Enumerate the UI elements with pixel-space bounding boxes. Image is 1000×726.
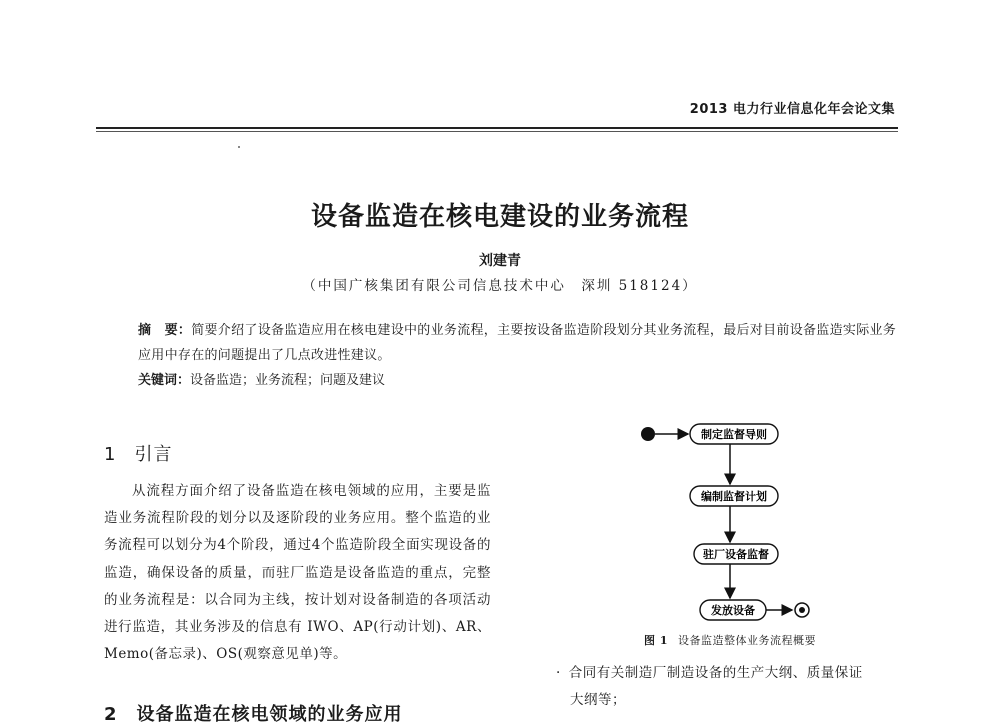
flow-node-1 [690,424,778,444]
abstract-label: 摘 要： [138,323,192,338]
keywords-label: 关键词： [138,373,191,388]
abstract-text: 简要介绍了设备监造应用在核电建设中的业务流程，主要按设备监造阶段划分其业务流程，最后对目前设备监造实际业务应用中存在的问题提出了几点改进性建议。 [138,323,897,363]
abstract [138,318,908,368]
flow-node-2 [690,486,778,506]
end-node-icon [795,603,809,617]
section-1-number: 1 [104,444,117,465]
flow-node-3 [694,544,778,564]
paper-title: 设备监造在核电建设的业务流程 [310,202,689,232]
figure-caption [590,632,870,648]
bullet-line-2: 大纲等； [570,692,626,708]
flow-node-1-label: 制定监督导则 [701,428,767,441]
flow-node-4 [700,600,766,620]
figure-caption-text: 设备监造整体业务流程概要 [677,634,816,647]
section-1-title: 引言 [134,444,173,465]
bullet-line-1: 合同有关制造厂制造设备的生产大纲、质量保证 [568,665,863,681]
author-name: 刘建青 [479,253,521,269]
list-item [556,660,904,714]
section-2-heading: 2 设备监造在核电领域的业务应用 [104,704,403,725]
header-rule-thin [96,131,898,132]
figure-caption-label: 图 1 [644,634,668,647]
running-head: 2013 电力行业信息化年会论文集 [689,102,895,117]
scan-speck [238,146,240,148]
author-affiliation: （中国广核集团有限公司信息技术中心 深圳 518124） [302,278,698,294]
keywords [138,368,908,393]
bullet-mark: · [556,665,561,681]
header-rule [96,127,898,129]
start-node-icon [641,427,655,441]
flow-diagram [620,416,840,626]
keywords-text: 设备监造；业务流程；问题及建议 [190,373,386,388]
flow-node-2-label: 编制监督计划 [701,490,767,503]
section-1-paragraph: 从流程方面介绍了设备监造在核电领域的应用，主要是监造业务流程阶段的划分以及逐阶段的业务应用。整个监造的业务流程可以划分为4个阶段，通过4个监造阶段全面实现设备的监造，确保设备的质量，而驻厂监造是设备监造的重点，完整的业务流程是：以合同为主线，按计划对设备制造的各项活动进行监造，其业务涉及的信息有 IWO、AP(行动计划)、AR、Memo(备忘录)、OS(观察意见单)等。 [104,483,491,663]
flow-node-4-label: 发放设备 [711,604,755,617]
section-1-heading [104,440,172,466]
flow-node-3-label: 驻厂设备监督 [703,548,769,561]
